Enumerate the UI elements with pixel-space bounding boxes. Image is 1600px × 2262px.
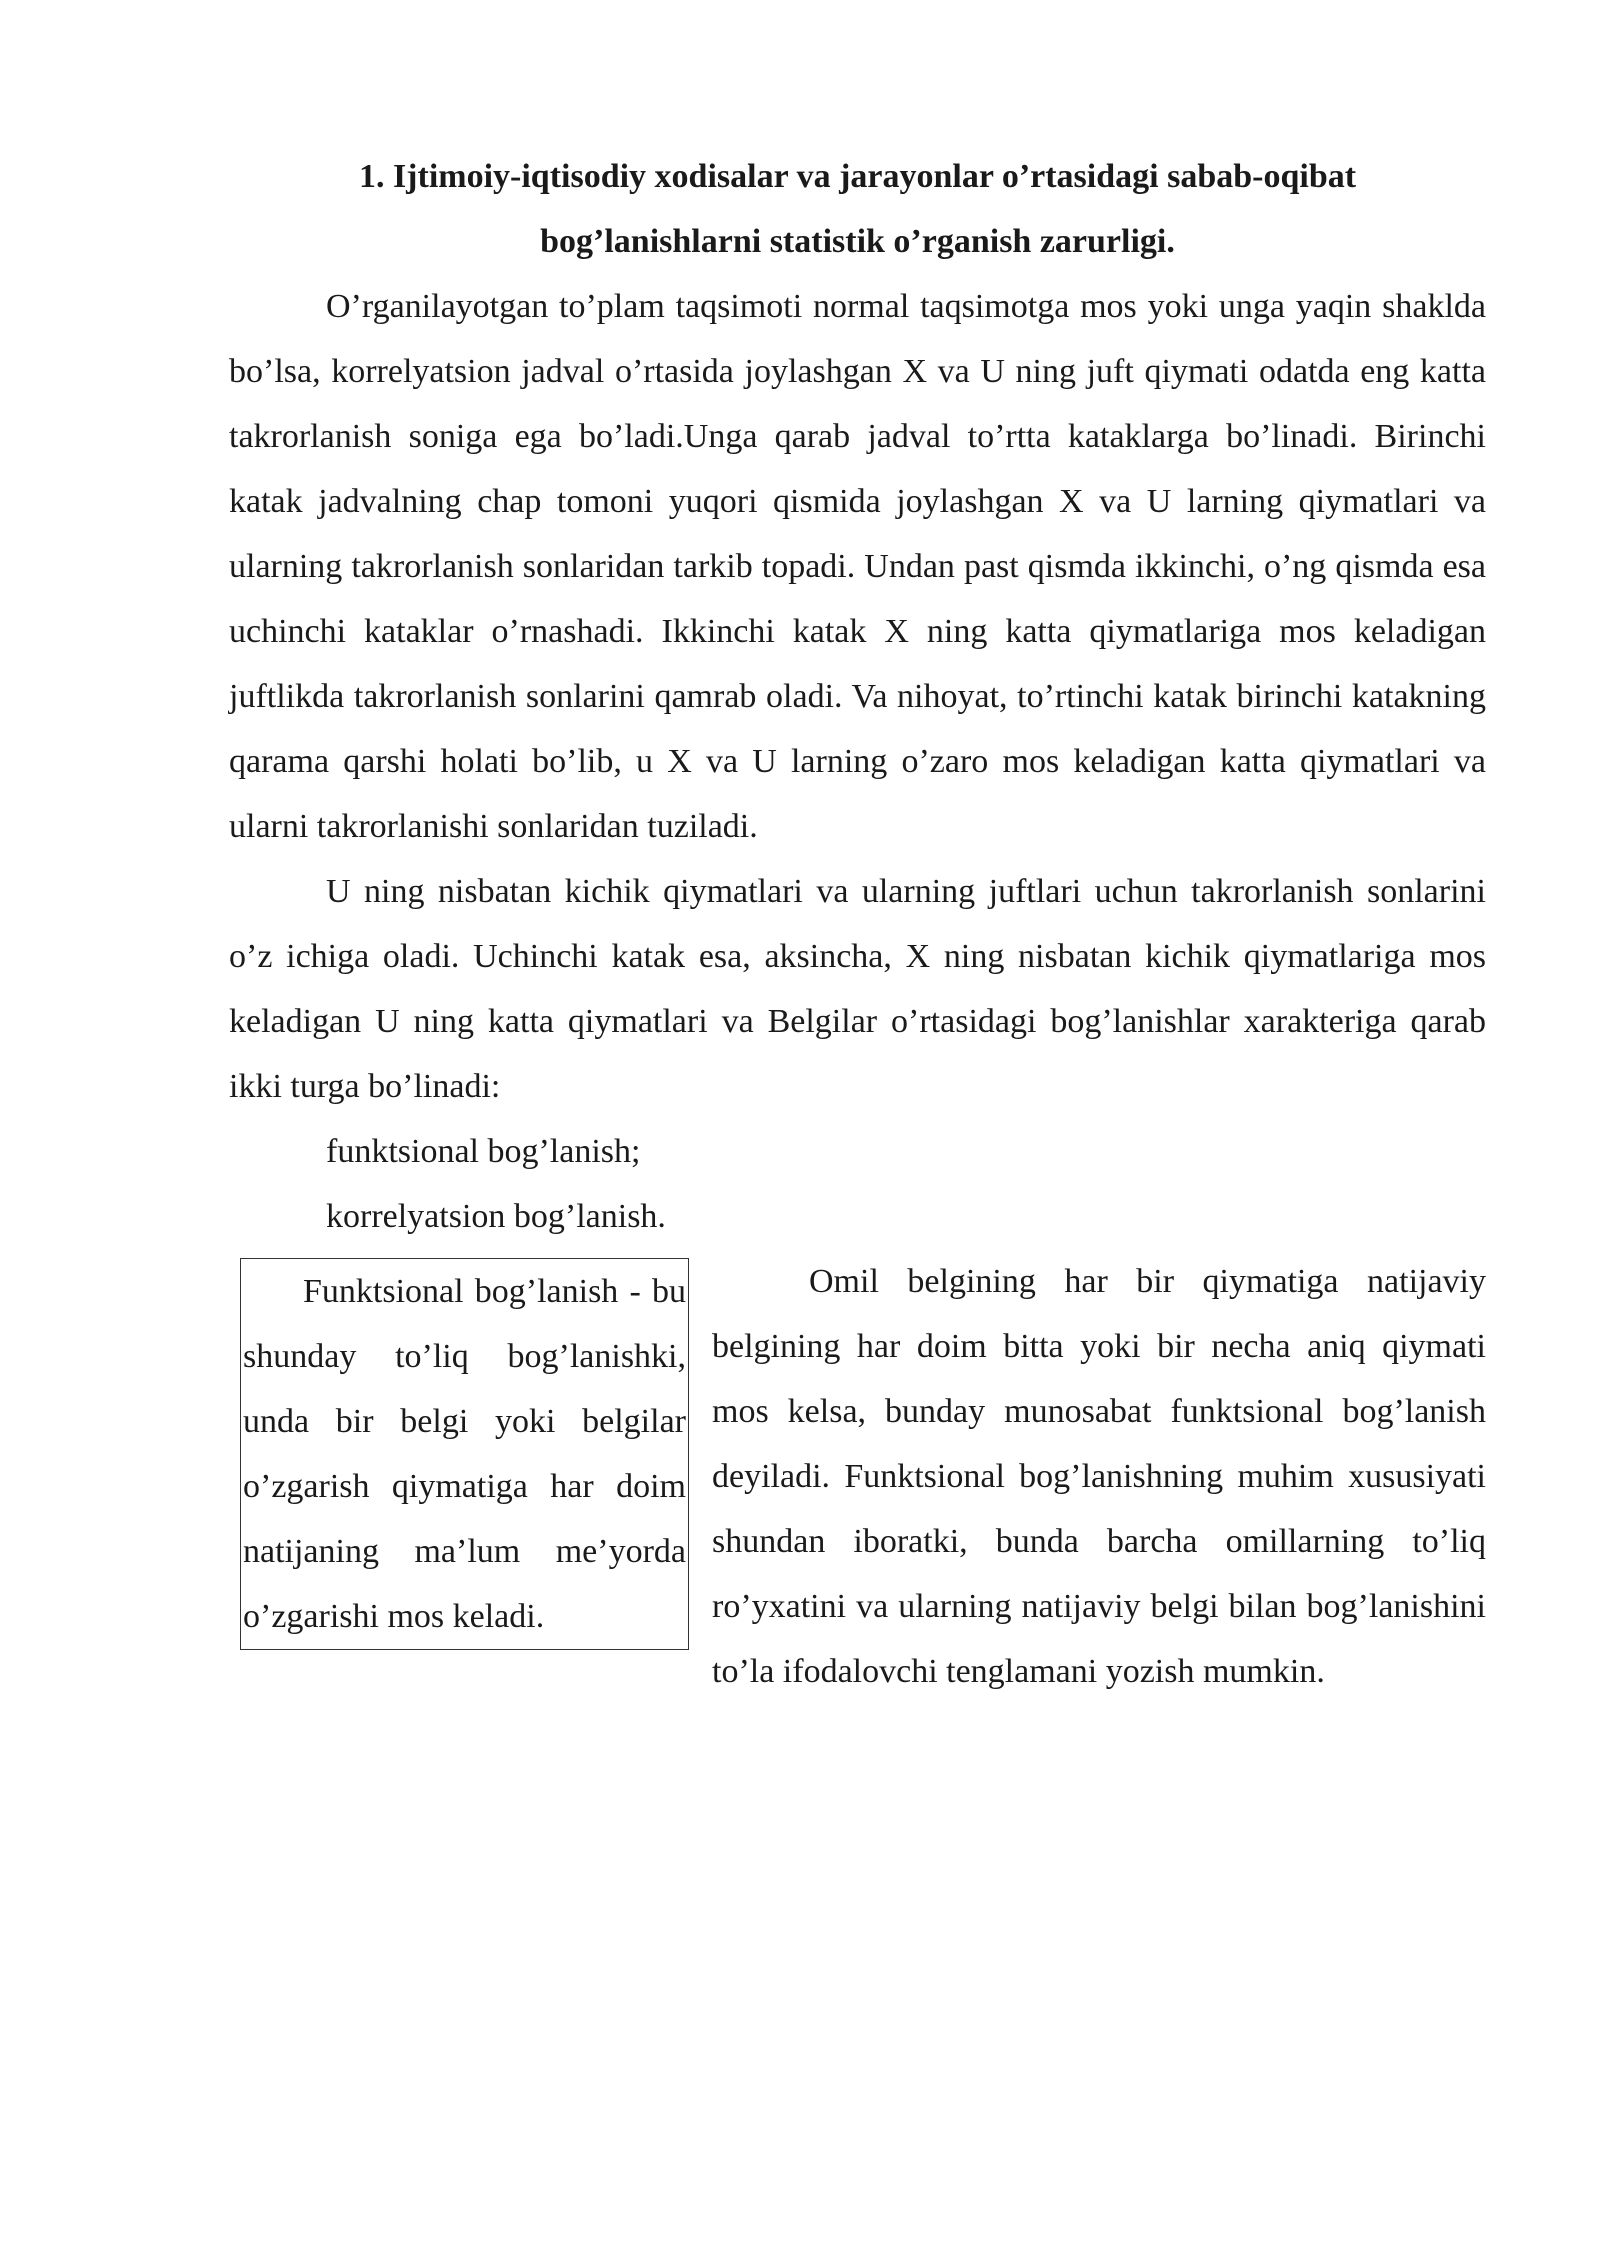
document-body (229, 144, 1486, 1704)
paragraph-1: O’rganilayotgan to’plam taqsimoti normal taqsimotga mos yoki unga yaqin shaklda bo’lsa, korrelyatsion jadval o’rtasida joylashgan X va U ning juft qiymati odatda eng katta takrorlanish soniga ega bo’ladi.Unga qarab jadval to’rtta kataklarga bo’linadi. Birinchi katak jadvalning chap tomoni yuqori qismida joylashgan X va U larning qiymatlari va ularning takrorlanish sonlaridan tarkib topadi. Undan past qismda ikkinchi, o’ng qismda esa uchinchi kataklar o’rnashadi. Ikkinchi katak X ning katta qiymatlariga mos keladigan juftlikda takrorlanish sonlarini qamrab oladi. Va nihoyat, to’rtinchi katak birinchi katakning qarama qarshi holati bo’lib, u X va U larning o’zaro mos keladigan katta qiymatlari va ularni takrorlanishi sonlaridan tuziladi. (229, 288, 1486, 845)
section-heading-line-2: bog’lanishlarni statistik o’rganish zarurligi. (540, 223, 1175, 260)
section-heading (229, 144, 1486, 274)
definition-box: Funktsional bog’lanish - bu shunday to’liq bog’lanishki, unda bir belgi yoki belgilar o’zgarish qiymatiga har doim natijaning ma’lum me’yorda o’zgarishi mos keladi. (240, 1258, 689, 1650)
paragraph-2: U ning nisbatan kichik qiymatlari va ularning juftlari uchun takrorlanish sonlarini o’z ichiga oladi. Uchinchi katak esa, aksincha, X ning nisbatan kichik qiymatlariga mos keladigan U ning katta qiymatlari va Belgilar o’rtasidagi bog’lanishlar xarakteriga qarab ikki turga bo’linadi: (229, 873, 1486, 1105)
list-item-correlational: korrelyatsion bog’lanish. (326, 1198, 666, 1235)
paragraph-3: Omil belgining har bir qiymatiga natijaviy belgining har doim bitta yoki bir necha aniq qiymati mos kelsa, bunday munosabat funktsional bog’lanish deyiladi. Funktsional bog’lanishning muhim xususiyati shundan iboratki, bunda barcha omillarning to’liq ro’yxatini va ularning natijaviy belgi bilan bog’lanishini to’la ifodalovchi tenglamani yozish mumkin. (712, 1263, 1486, 1690)
section-heading-line-1: 1. Ijtimoiy-iqtisodiy xodisalar va jarayonlar o’rtasidagi sabab-oqibat (358, 158, 1357, 195)
list-item-functional: funktsional bog’lanish; (326, 1133, 641, 1170)
